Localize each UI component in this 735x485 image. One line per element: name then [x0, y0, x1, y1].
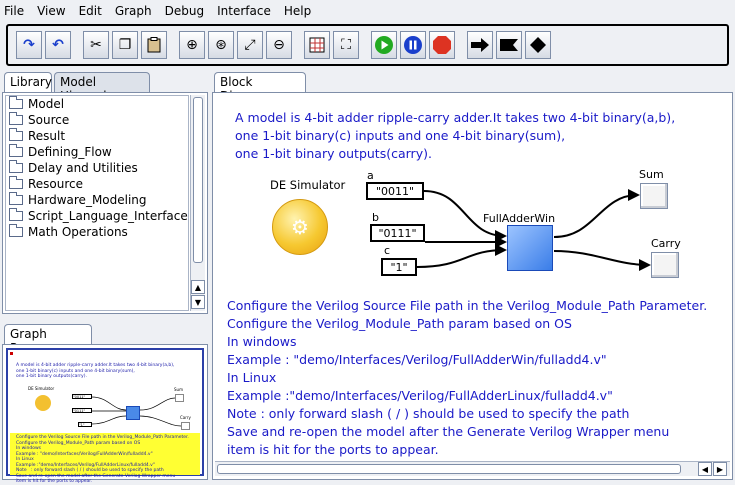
menu-file[interactable]: File: [4, 3, 25, 18]
instruction-line: Example : "demo/Interfaces/Verilog/FullAdderWin/fulladd4.v": [227, 352, 607, 367]
description-line: one 1-bit binary outputs(carry).: [235, 146, 432, 161]
scroll-up-button[interactable]: ▲: [191, 280, 205, 294]
block-diagram-frame: [212, 92, 733, 480]
block-diagram-canvas[interactable]: [215, 95, 730, 459]
folder-icon: [9, 115, 23, 125]
input-port-a-label: a: [367, 169, 374, 182]
menu-bar: [0, 0, 735, 21]
tab-library[interactable]: Library: [4, 72, 52, 92]
folder-icon: [9, 163, 23, 173]
zoom-in-button[interactable]: [179, 31, 205, 59]
copy-icon: ❐: [118, 37, 132, 53]
block-label: FullAdderWin: [483, 212, 556, 225]
instruction-line: Example :"demo/Interfaces/Verilog/FullAdderLinux/fulladd4.v": [227, 388, 613, 403]
tab-graph-panner[interactable]: Graph: [4, 324, 92, 344]
library-item[interactable]: [6, 112, 188, 128]
grid-button[interactable]: [304, 31, 330, 59]
cut-button[interactable]: [83, 31, 109, 59]
zoom-out-icon: ⊖: [273, 37, 285, 53]
canvas-hscroll-thumb[interactable]: [217, 464, 681, 474]
menu-interface[interactable]: Interface: [217, 3, 271, 18]
library-item[interactable]: [6, 192, 188, 208]
breakpoint-button[interactable]: [496, 31, 522, 59]
block-diagram-panel: [212, 70, 733, 480]
const-b[interactable]: "0111": [370, 224, 425, 242]
const-a[interactable]: "0011": [366, 182, 424, 200]
const-c[interactable]: "1": [381, 258, 417, 276]
instruction-line: Note : only forward slash ( / ) should be used to specify the path: [227, 406, 630, 421]
stop-icon: [432, 35, 452, 55]
instruction-line: In Linux: [227, 370, 277, 385]
step-icon: [470, 37, 490, 53]
input-port-c-label: c: [384, 244, 391, 257]
folder-icon: [9, 211, 23, 221]
folder-icon: [9, 195, 23, 205]
graph-panner[interactable]: [2, 344, 208, 484]
cut-icon: ✂: [90, 37, 102, 53]
panner-viewport[interactable]: A model is 4-bit adder ripple-carry adder.It takes two 4-bit binary(a,b), one 1-bit binary(c) inputs and one 4-bit binary(sum), one 1-bit binary outputs(carry). DE Simulator "0011" "0111" "1" Sum Carry Configure the Verilog Source File path in the Verilog_Module_Path Parameter. Configure the Verilog_Module_Path param based on OS In windows Example : "demo/Interfaces/Verilog/FullAdderWin/fulladd4.v" In Linux Example :"demo/Interfaces/Verilog/FullAdderLinux/fulladd4.v" Note : only forward slash ( / ) should be used to specify the path Save and re-open the model after the Generate Verilog Wrapper menu item is hit for the ports to appear.: [6, 348, 204, 476]
folder-icon: [9, 131, 23, 141]
copy-button[interactable]: [112, 31, 138, 59]
instruction-line: item is hit for the ports to appear.: [227, 442, 439, 457]
instruction-line: Configure the Verilog Source File path in the Verilog_Module_Path Parameter.: [227, 298, 708, 313]
library-item-label: Math Operations: [28, 225, 128, 239]
pause-icon: [403, 35, 423, 55]
folder-icon: [9, 147, 23, 157]
menu-help[interactable]: Help: [283, 3, 312, 18]
paste-button[interactable]: [141, 31, 167, 59]
instruction-line: Configure the Verilog_Module_Path param based on OS: [227, 316, 572, 331]
library-item[interactable]: [6, 128, 188, 144]
left-panel: [2, 70, 208, 484]
menu-graph[interactable]: Graph: [114, 3, 152, 18]
paste-icon: [147, 37, 161, 53]
tab-block-diagram[interactable]: Block: [214, 72, 306, 92]
zoom-fit-button[interactable]: [208, 31, 234, 59]
menu-view[interactable]: View: [37, 3, 66, 18]
fullscreen-icon: ⛶: [341, 37, 351, 53]
library-item[interactable]: [6, 144, 188, 160]
undo-button[interactable]: [45, 31, 71, 59]
flag-icon: [499, 37, 519, 53]
wires: [215, 95, 730, 295]
redo-icon: ↷: [23, 37, 35, 53]
zoom-fit-icon: ⊛: [215, 37, 227, 53]
library-item-label: Defining_Flow: [28, 145, 112, 159]
grid-icon: [309, 37, 325, 53]
menu-edit[interactable]: Edit: [78, 3, 102, 18]
diamond-icon: [529, 36, 547, 54]
library-item-label: Model: [28, 97, 65, 111]
redo-button[interactable]: [16, 31, 42, 59]
library-item[interactable]: [6, 160, 188, 176]
instructions: [227, 297, 707, 459]
library-panel: [2, 92, 208, 314]
undo-icon: ↶: [52, 37, 64, 53]
folder-icon: [9, 227, 23, 237]
toolbar: [6, 24, 729, 66]
library-scrollbar[interactable]: [190, 95, 205, 311]
zoom-out-button[interactable]: [266, 31, 292, 59]
run-button[interactable]: [371, 31, 397, 59]
tab-model-hierarchy[interactable]: Model: [54, 72, 150, 92]
instruction-line: Save and re-open the model after the Generate Verilog Wrapper menu: [227, 424, 670, 439]
description-line: A model is 4-bit adder ripple-carry adder.It takes two 4-bit binary(a,b),: [235, 110, 676, 125]
library-item[interactable]: [6, 208, 188, 224]
library-item-label: Delay and Utilities: [28, 161, 138, 175]
menu-debug[interactable]: Debug: [164, 3, 205, 18]
library-item-label: Resource: [28, 177, 84, 191]
zoom-in-icon: ⊕: [186, 37, 198, 53]
pause-button[interactable]: [400, 31, 426, 59]
scroll-down-button[interactable]: ▼: [191, 295, 205, 309]
simulator-label: DE Simulator: [270, 178, 346, 192]
library-item-label: Result: [28, 129, 66, 143]
library-item[interactable]: [6, 224, 188, 240]
output-sum-label: Sum: [639, 168, 664, 181]
library-item[interactable]: [6, 96, 188, 112]
library-item-label: Source: [28, 113, 70, 127]
library-item-label: Hardware_Modeling: [28, 193, 147, 207]
run-icon: [374, 35, 394, 55]
diamond-button[interactable]: [525, 31, 551, 59]
output-carry-label: Carry: [651, 237, 681, 250]
step-button[interactable]: [467, 31, 493, 59]
folder-icon: [9, 179, 23, 189]
scroll-left-button[interactable]: ◀: [698, 462, 712, 476]
zoom-box-icon: ⤢: [244, 37, 256, 53]
library-tree: [5, 95, 189, 311]
description-line: one 1-bit binary(c) inputs and one 4-bit binary(sum),: [235, 128, 566, 143]
instruction-line: In windows: [227, 334, 297, 349]
fullscreen-button[interactable]: [333, 31, 359, 59]
library-item[interactable]: [6, 176, 188, 192]
de-simulator-gear-icon[interactable]: ⚙: [272, 199, 328, 255]
scroll-right-button[interactable]: ▶: [713, 462, 727, 476]
library-item-label: Script_Language_Interface: [28, 209, 188, 223]
input-port-b-label: b: [372, 211, 379, 224]
folder-icon: [9, 99, 23, 109]
zoom-box-button[interactable]: [237, 31, 263, 59]
stop-button[interactable]: [429, 31, 455, 59]
library-scroll-thumb[interactable]: [193, 97, 203, 263]
canvas-hscrollbar[interactable]: [215, 461, 730, 476]
